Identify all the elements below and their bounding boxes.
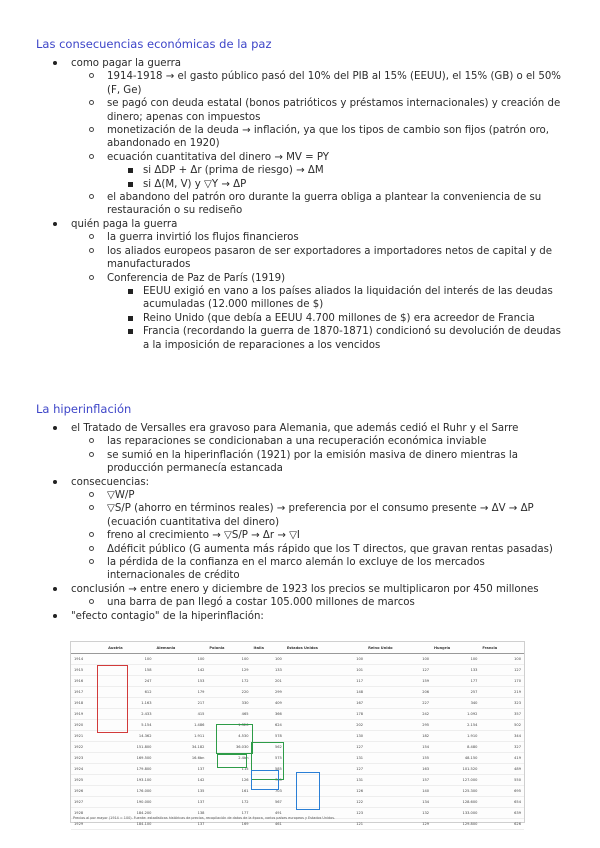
table-cell: 1917 (71, 687, 106, 698)
table-cell: 639 (480, 808, 524, 819)
table-cell: 562 (252, 742, 285, 753)
table-cell: 170 (480, 676, 524, 687)
table-cell: 461 (252, 819, 285, 830)
table-cell: 130 (285, 731, 366, 742)
table-cell: 257 (432, 687, 480, 698)
list-item: Francia (recordando la guerra de 1870-1871) condicionó su devolución de deudas a la imposición de reparaciones a los vencidos (0, 325, 570, 352)
table-cell: 117 (285, 676, 366, 687)
table-footnote: Precios al por mayor (1914 = 100). Fuente: estadísticas históricas de precios, recopilación de datos de la época, varios países europeos y Estados Unidos. (73, 816, 336, 820)
table-cell: 1920 (71, 720, 106, 731)
list-item: si Δ(M, V) y ▽Y → ΔP (0, 178, 570, 191)
table-row (71, 742, 524, 753)
table-cell: 465 (207, 709, 251, 720)
table-cell: 340 (432, 698, 480, 709)
table-cell: 100 (252, 654, 285, 665)
table-cell: 176.000 (106, 786, 154, 797)
table-row (71, 654, 524, 665)
table-cell: 127.000 (432, 775, 480, 786)
table-cell: 100 (207, 654, 251, 665)
table-cell: 182 (366, 731, 432, 742)
table-cell: 142 (154, 775, 207, 786)
table-cell: 154 (366, 742, 432, 753)
table-cell: 330 (207, 698, 251, 709)
table-cell: 133 (252, 665, 285, 676)
list-item: el Tratado de Versalles era gravoso para Alemania, que además cedió el Ruhr y el Sarre (0, 422, 570, 435)
table-cell: 4.530 (207, 731, 251, 742)
table-cell: 585 (252, 764, 285, 775)
table-cell: 344 (480, 731, 524, 742)
table-cell: 184.100 (106, 819, 154, 830)
table-header-cell: Estados Unidos (285, 642, 366, 654)
table-cell: 101 (285, 665, 366, 676)
table-cell: 135 (154, 786, 207, 797)
table-cell: 36.030 (207, 742, 251, 753)
table-header-cell: Alemania (154, 642, 207, 654)
highlight-italy (217, 754, 247, 768)
table-cell: 127 (480, 665, 524, 676)
list-item: la guerra invirtió los flujos financieros (0, 231, 570, 244)
list-item: Δdéficit público (G aumenta más rápido que los T directos, que gravan rentas pasadas) (0, 543, 570, 556)
table-cell: 100 (285, 654, 366, 665)
table-cell: 169.500 (106, 753, 154, 764)
section-title-hiperinflacion: La hiperinflación (36, 402, 132, 416)
table-cell: 1923 (71, 753, 106, 764)
list-item: "efecto contagio" de la hiperinflación: (0, 610, 570, 623)
table-cell: 489 (480, 764, 524, 775)
table-header-cell: Austria (106, 642, 154, 654)
table-cell: 100 (432, 654, 480, 665)
table-cell: 100 (154, 654, 207, 665)
table-cell: 1921 (71, 731, 106, 742)
table-row (71, 698, 524, 709)
table-cell: 2.433 (106, 709, 154, 720)
table-row (71, 665, 524, 676)
list-item: se sumió en la hiperinflación (1921) por la emisión masiva de dinero mientras la producción permanecía estancada (0, 449, 570, 476)
list-item: el abandono del patrón oro durante la guerra obliga a plantear la conveniencia de su restauración o su rediseño (0, 191, 570, 218)
table-cell: 190.000 (106, 797, 154, 808)
table-cell: 138 (154, 808, 207, 819)
table-cell: 366 (252, 709, 285, 720)
table-cell: 327 (480, 742, 524, 753)
table-cell: 1.092 (432, 709, 480, 720)
table-cell: 491 (252, 808, 285, 819)
table-cell: 705 (252, 775, 285, 786)
table-cell: 1.911 (154, 731, 207, 742)
table-cell: 1.320 (207, 720, 251, 731)
table-header-cell: Hungría (432, 642, 480, 654)
table-cell: 578 (252, 731, 285, 742)
table-cell: 129 (366, 819, 432, 830)
table-cell: 151.800 (106, 742, 154, 753)
section-title-consecuencias: Las consecuencias económicas de la paz (36, 37, 272, 51)
table-cell: 242 (366, 709, 432, 720)
table-cell: 415 (154, 709, 207, 720)
list-item: una barra de pan llegó a costar 105.000 millones de marcos (0, 596, 570, 609)
table-cell: 1919 (71, 709, 106, 720)
table-cell: 137 (154, 819, 207, 830)
table-cell: 295 (366, 720, 432, 731)
list-item: Conferencia de Paz de París (1919) (0, 272, 570, 285)
table-cell: 201 (252, 676, 285, 687)
table-cell: 1924 (71, 764, 106, 775)
table-cell: 157 (366, 775, 432, 786)
table-cell: 1922 (71, 742, 106, 753)
table-cell: 177 (207, 808, 251, 819)
list-item: Reino Unido (que debía a EEUU 4.700 millones de $) era acreedor de Francia (0, 312, 570, 325)
table-cell: 219 (480, 687, 524, 698)
list-item: quién paga la guerra (0, 218, 570, 231)
table-cell: 127 (366, 665, 432, 676)
table-cell: 575 (252, 753, 285, 764)
table-cell: 133 (432, 665, 480, 676)
table-header-cell: Italia (252, 642, 285, 654)
list-item: ▽S/P (ahorro en términos reales) → preferencia por el consumo presente → ΔV → ΔP (ecuación cuantitativa del dinero) (0, 502, 570, 529)
table-header-row (71, 642, 524, 654)
table-cell: 1916 (71, 676, 106, 687)
table-cell: 131 (285, 775, 366, 786)
table-cell: 323 (480, 698, 524, 709)
list-item: monetización de la deuda → inflación, ya que los tipos de cambio son fijos (patrón oro, abandonado en 1920) (0, 124, 570, 151)
table-cell: 1918 (71, 698, 106, 709)
table-cell: 502 (480, 720, 524, 731)
table-header-cell (71, 642, 106, 654)
list-item: consecuencias: (0, 476, 570, 489)
table-cell: 137 (154, 764, 207, 775)
table-cell: 163 (366, 764, 432, 775)
highlight-uk (251, 770, 279, 790)
table-cell: 140 (366, 786, 432, 797)
table-cell: 127 (285, 764, 366, 775)
table-cell: 247 (106, 676, 154, 687)
table-cell: 115 (207, 764, 251, 775)
table-cell: 123 (285, 808, 366, 819)
table-cell: 1.910 (432, 731, 480, 742)
table-cell: 133.000 (432, 808, 480, 819)
table-cell: 299 (252, 687, 285, 698)
table-cell: 179 (154, 687, 207, 698)
table-cell: 131 (285, 753, 366, 764)
table-cell: 161 (207, 786, 251, 797)
table-cell: 169 (207, 819, 251, 830)
table-cell: 357 (480, 709, 524, 720)
table-cell: 155 (366, 753, 432, 764)
table-cell: 134 (366, 797, 432, 808)
table-cell: 202 (285, 720, 366, 731)
table-cell: 1925 (71, 775, 106, 786)
table-cell: 409 (252, 698, 285, 709)
table-cell: 206 (366, 687, 432, 698)
table-cell: 100 (106, 654, 154, 665)
table-row (71, 709, 524, 720)
table-cell: 624 (252, 720, 285, 731)
table-cell: 121 (285, 819, 366, 830)
table-cell: 101.520 (432, 764, 480, 775)
table-cell: 126 (285, 786, 366, 797)
table-cell: 125.300 (432, 786, 480, 797)
table-cell: 48.150 (432, 753, 480, 764)
table-cell: 1928 (71, 808, 106, 819)
table-cell: 14.362 (106, 731, 154, 742)
table-cell: 193.100 (106, 775, 154, 786)
table-header-cell: Reino Unido (366, 642, 432, 654)
table-cell: 158 (106, 665, 154, 676)
table-cell: 100 (480, 654, 524, 665)
table-cell: 184.200 (106, 808, 154, 819)
table-cell: 179.800 (106, 764, 154, 775)
table-cell: 8.480 (432, 742, 480, 753)
table-cell: 626 (480, 819, 524, 830)
list-item: si ΔDP + Δr (prima de riesgo) → ΔM (0, 164, 570, 177)
table-row (71, 731, 524, 742)
list-item: 1914-1918 → el gasto público pasó del 10% del PIB al 15% (EEUU), el 15% (GB) o el 50% (F, Ge) (0, 70, 570, 97)
table-cell: 126 (207, 775, 251, 786)
table-cell: 128.600 (432, 797, 480, 808)
table-cell: 100 (366, 654, 432, 665)
table-cell: 227 (366, 698, 432, 709)
table-cell: 132 (366, 808, 432, 819)
table-cell: 1926 (71, 786, 106, 797)
table-row (71, 676, 524, 687)
table-row (71, 687, 524, 698)
table-cell: 127 (285, 742, 366, 753)
list-item: se pagó con deuda estatal (bonos patrióticos y préstamos internacionales) y creación de dinero; apenas con impuestos (0, 97, 570, 124)
list-item: ecuación cuantitativa del dinero → MV = PY (0, 151, 570, 164)
list-item: la pérdida de la confianza en el marco alemán lo excluye de los mercados internacionales de crédito (0, 556, 570, 583)
table-cell: 703 (252, 786, 285, 797)
table-cell: 137 (154, 797, 207, 808)
table-cell: 217 (154, 698, 207, 709)
list-item: conclusión → entre enero y diciembre de 1923 los precios se multiplicaron por 450 millones (0, 583, 570, 596)
list-item: freno al crecimiento → ▽S/P → Δr → ▽I (0, 529, 570, 542)
table-cell: 159 (366, 676, 432, 687)
table-cell: 654 (480, 797, 524, 808)
table-cell: 5.154 (106, 720, 154, 731)
table-cell: 172 (207, 676, 251, 687)
highlight-poland (216, 724, 253, 754)
highlight-austria (97, 665, 128, 733)
table-cell: 419 (480, 753, 524, 764)
table-cell: 1927 (71, 797, 106, 808)
table-row (71, 753, 524, 764)
table-cell: 1914 (71, 654, 106, 665)
list-item: EEUU exigió en vano a los países aliados la liquidación del interés de las deudas acumuladas (12.000 millones de $) (0, 285, 570, 312)
table-cell: 1.163 (106, 698, 154, 709)
table-cell: 172 (207, 797, 251, 808)
table-cell: 1.486 (154, 720, 207, 731)
list-item: como pagar la guerra (0, 57, 570, 70)
table-cell: 695 (480, 786, 524, 797)
section1-list (0, 57, 570, 352)
table-cell: 178 (285, 709, 366, 720)
list-item: las reparaciones se condicionaban a una recuperación económica inviable (0, 435, 570, 448)
list-item: los aliados europeos pasaron de ser exportadores a importadores netos de capital y de manufacturados (0, 245, 570, 272)
table-cell: 148 (285, 687, 366, 698)
table-cell: 16.6bn (154, 753, 207, 764)
table-cell: 129 (207, 665, 251, 676)
table-cell: 550 (480, 775, 524, 786)
list-item: ▽W/P (0, 489, 570, 502)
table-cell: 167 (285, 698, 366, 709)
table-header-cell: Polonia (207, 642, 251, 654)
table-cell: 129.800 (432, 819, 480, 830)
table-cell: 34.182 (154, 742, 207, 753)
table-cell: 2.154 (432, 720, 480, 731)
table-cell: 142 (154, 665, 207, 676)
table-header-cell: Francia (480, 642, 524, 654)
table-cell: 2.4bn (207, 753, 251, 764)
table-row (71, 720, 524, 731)
table-cell: 177 (432, 676, 480, 687)
contagion-table (70, 641, 525, 826)
table-cell: 612 (106, 687, 154, 698)
table-cell: 122 (285, 797, 366, 808)
table-cell: 153 (154, 676, 207, 687)
table-cell: 567 (252, 797, 285, 808)
section2-list (0, 422, 570, 623)
table-row (71, 819, 524, 830)
table-cell: 1915 (71, 665, 106, 676)
table-cell: 1929 (71, 819, 106, 830)
highlight-france (296, 772, 320, 810)
table-cell: 220 (207, 687, 251, 698)
